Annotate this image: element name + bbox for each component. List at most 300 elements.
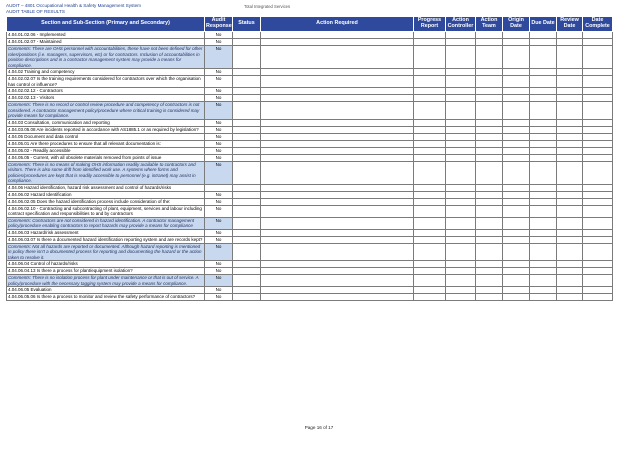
date-complete-cell xyxy=(583,229,613,236)
action-team-cell xyxy=(476,198,503,205)
comment-text: Comments: There is no record or control review procedure and competency of contractors is not considered. A contractor management policy/procedure where critical training is considered may provide means for compliance. xyxy=(7,102,205,120)
status-cell xyxy=(233,119,261,126)
review-date-cell xyxy=(557,191,583,198)
review-date-cell xyxy=(557,275,583,287)
due-date-cell xyxy=(530,268,557,275)
status-cell xyxy=(233,217,261,229)
progress-report-cell xyxy=(414,95,446,102)
action-team-cell xyxy=(476,294,503,301)
table-row xyxy=(7,229,613,236)
date-complete-cell xyxy=(583,243,613,261)
due-date-cell xyxy=(530,76,557,88)
date-complete-cell xyxy=(583,76,613,88)
comment-row xyxy=(7,46,613,69)
action-required-cell xyxy=(261,198,414,205)
review-date-cell xyxy=(557,119,583,126)
status-cell xyxy=(233,287,261,294)
progress-report-cell xyxy=(414,119,446,126)
section-text: 4.04.02.02.12 - Contractors xyxy=(7,88,205,95)
action-team-cell xyxy=(476,184,503,191)
action-team-cell xyxy=(476,95,503,102)
due-date-cell xyxy=(530,32,557,39)
date-complete-cell xyxy=(583,88,613,95)
origin-date-cell xyxy=(503,69,530,76)
section-text: 4.04.06.02 Hazard Identification xyxy=(7,191,205,198)
col-header-action-team: Action Team xyxy=(476,17,503,32)
progress-report-cell xyxy=(414,184,446,191)
date-complete-cell xyxy=(583,102,613,120)
table-row xyxy=(7,205,613,217)
date-complete-cell xyxy=(583,287,613,294)
status-cell xyxy=(233,294,261,301)
action-controller-cell xyxy=(446,184,476,191)
action-team-cell xyxy=(476,88,503,95)
audit-response-cell: No xyxy=(205,102,233,120)
document-header-subtitle: AUDIT TABLE OF RESULTS xyxy=(6,9,65,14)
action-team-cell xyxy=(476,275,503,287)
review-date-cell xyxy=(557,126,583,133)
comment-row xyxy=(7,275,613,287)
origin-date-cell xyxy=(503,88,530,95)
action-controller-cell xyxy=(446,119,476,126)
date-complete-cell xyxy=(583,133,613,140)
status-cell xyxy=(233,198,261,205)
action-controller-cell xyxy=(446,69,476,76)
action-controller-cell xyxy=(446,205,476,217)
origin-date-cell xyxy=(503,95,530,102)
due-date-cell xyxy=(530,205,557,217)
due-date-cell xyxy=(530,39,557,46)
audit-response-cell xyxy=(205,184,233,191)
status-cell xyxy=(233,140,261,147)
audit-response-cell: No xyxy=(205,236,233,243)
status-cell xyxy=(233,32,261,39)
comment-row xyxy=(7,217,613,229)
action-controller-cell xyxy=(446,217,476,229)
action-controller-cell xyxy=(446,88,476,95)
origin-date-cell xyxy=(503,268,530,275)
origin-date-cell xyxy=(503,133,530,140)
due-date-cell xyxy=(530,261,557,268)
status-cell xyxy=(233,76,261,88)
status-cell xyxy=(233,95,261,102)
status-cell xyxy=(233,161,261,184)
date-complete-cell xyxy=(583,184,613,191)
origin-date-cell xyxy=(503,161,530,184)
col-header-date-complete: Date Complete xyxy=(583,17,613,32)
status-cell xyxy=(233,205,261,217)
section-text: 4.04.02.02.13 - Visitors xyxy=(7,95,205,102)
status-cell xyxy=(233,261,261,268)
action-required-cell xyxy=(261,243,414,261)
date-complete-cell xyxy=(583,119,613,126)
action-controller-cell xyxy=(446,39,476,46)
action-team-cell xyxy=(476,133,503,140)
review-date-cell xyxy=(557,102,583,120)
due-date-cell xyxy=(530,229,557,236)
status-cell xyxy=(233,147,261,154)
col-header-status: Status xyxy=(233,17,261,32)
action-team-cell xyxy=(476,102,503,120)
due-date-cell xyxy=(530,294,557,301)
review-date-cell xyxy=(557,46,583,69)
action-controller-cell xyxy=(446,236,476,243)
due-date-cell xyxy=(530,191,557,198)
date-complete-cell xyxy=(583,95,613,102)
action-controller-cell xyxy=(446,261,476,268)
progress-report-cell xyxy=(414,154,446,161)
review-date-cell xyxy=(557,39,583,46)
action-controller-cell xyxy=(446,229,476,236)
action-controller-cell xyxy=(446,46,476,69)
action-team-cell xyxy=(476,287,503,294)
due-date-cell xyxy=(530,217,557,229)
table-row xyxy=(7,32,613,39)
due-date-cell xyxy=(530,95,557,102)
section-text: 4.04.06.04.13 Is there a process for plant/equipment isolation? xyxy=(7,268,205,275)
due-date-cell xyxy=(530,184,557,191)
action-team-cell xyxy=(476,161,503,184)
date-complete-cell xyxy=(583,205,613,217)
action-team-cell xyxy=(476,154,503,161)
audit-response-cell: No xyxy=(205,76,233,88)
due-date-cell xyxy=(530,154,557,161)
section-text: 4.04.03.05.08 Are incidents reported in accordance with AS1885.1 or as required by legislation? xyxy=(7,126,205,133)
origin-date-cell xyxy=(503,205,530,217)
action-required-cell xyxy=(261,191,414,198)
action-required-cell xyxy=(261,275,414,287)
review-date-cell xyxy=(557,140,583,147)
origin-date-cell xyxy=(503,126,530,133)
comment-text: Comments: There is no isolation process for plant under maintenance or that is out of service. A policy/procedure with the necessary tagging system may provide a means for compliance. xyxy=(7,275,205,287)
audit-results-table xyxy=(6,16,613,301)
status-cell xyxy=(233,102,261,120)
progress-report-cell xyxy=(414,287,446,294)
due-date-cell xyxy=(530,140,557,147)
status-cell xyxy=(233,154,261,161)
section-text: 4.04.06.03 Hazard/risk assessment xyxy=(7,229,205,236)
origin-date-cell xyxy=(503,119,530,126)
col-header-review-date: Review Date xyxy=(557,17,583,32)
action-required-cell xyxy=(261,205,414,217)
review-date-cell xyxy=(557,76,583,88)
origin-date-cell xyxy=(503,294,530,301)
action-required-cell xyxy=(261,217,414,229)
progress-report-cell xyxy=(414,126,446,133)
section-text: 4.04.05.02 - Readily accessible xyxy=(7,147,205,154)
date-complete-cell xyxy=(583,217,613,229)
due-date-cell xyxy=(530,88,557,95)
origin-date-cell xyxy=(503,76,530,88)
status-cell xyxy=(233,46,261,69)
table-row xyxy=(7,154,613,161)
date-complete-cell xyxy=(583,46,613,69)
audit-response-cell: No xyxy=(205,140,233,147)
action-controller-cell xyxy=(446,294,476,301)
action-team-cell xyxy=(476,268,503,275)
progress-report-cell xyxy=(414,198,446,205)
progress-report-cell xyxy=(414,268,446,275)
table-row xyxy=(7,236,613,243)
action-controller-cell xyxy=(446,126,476,133)
review-date-cell xyxy=(557,268,583,275)
progress-report-cell xyxy=(414,69,446,76)
date-complete-cell xyxy=(583,191,613,198)
table-row xyxy=(7,191,613,198)
action-required-cell xyxy=(261,229,414,236)
audit-response-cell: No xyxy=(205,147,233,154)
review-date-cell xyxy=(557,69,583,76)
progress-report-cell xyxy=(414,161,446,184)
comment-row xyxy=(7,161,613,184)
section-text: 4.04.02 Training and competency xyxy=(7,69,205,76)
action-team-cell xyxy=(476,191,503,198)
review-date-cell xyxy=(557,243,583,261)
progress-report-cell xyxy=(414,243,446,261)
review-date-cell xyxy=(557,205,583,217)
origin-date-cell xyxy=(503,147,530,154)
date-complete-cell xyxy=(583,198,613,205)
audit-response-cell: No xyxy=(205,46,233,69)
table-row xyxy=(7,294,613,301)
review-date-cell xyxy=(557,184,583,191)
action-controller-cell xyxy=(446,147,476,154)
origin-date-cell xyxy=(503,32,530,39)
progress-report-cell xyxy=(414,39,446,46)
status-cell xyxy=(233,243,261,261)
progress-report-cell xyxy=(414,76,446,88)
table-row xyxy=(7,133,613,140)
section-text: 4.04.05.05 - Current, with all obsolete materials removed from points of issue xyxy=(7,154,205,161)
audit-response-cell: No xyxy=(205,191,233,198)
section-text: 4.04.06.02.05 Does the hazard identification process include consideration of the: xyxy=(7,198,205,205)
audit-response-cell: No xyxy=(205,39,233,46)
action-required-cell xyxy=(261,88,414,95)
review-date-cell xyxy=(557,161,583,184)
origin-date-cell xyxy=(503,46,530,69)
due-date-cell xyxy=(530,133,557,140)
table-body xyxy=(7,32,613,301)
origin-date-cell xyxy=(503,198,530,205)
action-required-cell xyxy=(261,184,414,191)
date-complete-cell xyxy=(583,126,613,133)
table-row xyxy=(7,268,613,275)
due-date-cell xyxy=(530,102,557,120)
table-row xyxy=(7,140,613,147)
status-cell xyxy=(233,268,261,275)
action-required-cell xyxy=(261,95,414,102)
action-controller-cell xyxy=(446,275,476,287)
action-required-cell xyxy=(261,126,414,133)
col-header-progress-report: Progress Report xyxy=(414,17,446,32)
action-required-cell xyxy=(261,102,414,120)
due-date-cell xyxy=(530,69,557,76)
review-date-cell xyxy=(557,32,583,39)
action-required-cell xyxy=(261,147,414,154)
review-date-cell xyxy=(557,261,583,268)
action-team-cell xyxy=(476,76,503,88)
progress-report-cell xyxy=(414,236,446,243)
col-header-due-date: Due Date xyxy=(530,17,557,32)
status-cell xyxy=(233,275,261,287)
audit-response-cell: No xyxy=(205,133,233,140)
due-date-cell xyxy=(530,119,557,126)
action-controller-cell xyxy=(446,191,476,198)
action-controller-cell xyxy=(446,161,476,184)
progress-report-cell xyxy=(414,229,446,236)
audit-response-cell: No xyxy=(205,243,233,261)
audit-response-cell: No xyxy=(205,32,233,39)
audit-response-cell: No xyxy=(205,261,233,268)
action-required-cell xyxy=(261,294,414,301)
review-date-cell xyxy=(557,133,583,140)
due-date-cell xyxy=(530,287,557,294)
section-text: 4.04.06.05 Evaluation xyxy=(7,287,205,294)
review-date-cell xyxy=(557,88,583,95)
table-row xyxy=(7,147,613,154)
status-cell xyxy=(233,229,261,236)
status-cell xyxy=(233,39,261,46)
audit-response-cell: No xyxy=(205,287,233,294)
action-required-cell xyxy=(261,76,414,88)
section-text: 4.04.02.02.07 Is the training requirements considered for contractors over which the organisation has control or influence? xyxy=(7,76,205,88)
action-required-cell xyxy=(261,69,414,76)
progress-report-cell xyxy=(414,102,446,120)
action-controller-cell xyxy=(446,76,476,88)
audit-response-cell: No xyxy=(205,275,233,287)
table-row xyxy=(7,39,613,46)
action-required-cell xyxy=(261,236,414,243)
action-team-cell xyxy=(476,243,503,261)
action-controller-cell xyxy=(446,133,476,140)
comment-text: Comments: Contractors are not considered in hazard identification. A contractor management policy/procedure enabling contractors to report hazards may provide a means for compliance xyxy=(7,217,205,229)
date-complete-cell xyxy=(583,236,613,243)
audit-response-cell: No xyxy=(205,88,233,95)
section-text: 4.04.06 Hazard identification, hazard risk assessment and control of hazards/risks xyxy=(7,184,205,191)
action-controller-cell xyxy=(446,154,476,161)
origin-date-cell xyxy=(503,140,530,147)
date-complete-cell xyxy=(583,275,613,287)
action-controller-cell xyxy=(446,198,476,205)
progress-report-cell xyxy=(414,205,446,217)
section-text: 4.04.03 Consultation, communication and reporting xyxy=(7,119,205,126)
table-row xyxy=(7,198,613,205)
page-number: Page 16 of 17 xyxy=(304,425,334,430)
comment-text: Comments: There is no means of making OHS information readily available to contractors and visitors. There is also some drift from identified work use. A systems where forms and policies/procedures are kept that is readily accessible to personnel (e.g. intranet) may assist in compliance. xyxy=(7,161,205,184)
due-date-cell xyxy=(530,275,557,287)
section-text: 4.04.06.02.10 - Contracting and subcontracting of plant, equipment, services and labour including contract specification and responsibilities to and by contractors xyxy=(7,205,205,217)
comment-text: Comments: Not all hazards are reported or documented. Although hazard reporting is mentioned in policy there isn't a documented process for reporting and documenting the hazard or the action taken to resolve it. xyxy=(7,243,205,261)
action-controller-cell xyxy=(446,243,476,261)
section-text: 4.04.06.04 Control of hazards/risks xyxy=(7,261,205,268)
audit-response-cell: No xyxy=(205,294,233,301)
progress-report-cell xyxy=(414,46,446,69)
action-required-cell xyxy=(261,46,414,69)
action-team-cell xyxy=(476,229,503,236)
document-header-title: AUDIT – 4801 Occupational Health & Safety Management System xyxy=(6,3,141,8)
action-required-cell xyxy=(261,261,414,268)
date-complete-cell xyxy=(583,39,613,46)
action-team-cell xyxy=(476,69,503,76)
status-cell xyxy=(233,69,261,76)
origin-date-cell xyxy=(503,39,530,46)
action-required-cell xyxy=(261,119,414,126)
due-date-cell xyxy=(530,46,557,69)
section-text: 4.04.05 Document and data control xyxy=(7,133,205,140)
due-date-cell xyxy=(530,147,557,154)
date-complete-cell xyxy=(583,140,613,147)
table-row xyxy=(7,88,613,95)
action-team-cell xyxy=(476,119,503,126)
action-controller-cell xyxy=(446,95,476,102)
action-required-cell xyxy=(261,32,414,39)
progress-report-cell xyxy=(414,147,446,154)
audit-response-cell: No xyxy=(205,126,233,133)
action-required-cell xyxy=(261,39,414,46)
progress-report-cell xyxy=(414,32,446,39)
due-date-cell xyxy=(530,126,557,133)
action-required-cell xyxy=(261,287,414,294)
action-team-cell xyxy=(476,147,503,154)
review-date-cell xyxy=(557,95,583,102)
col-header-action-controller: Action Controller xyxy=(446,17,476,32)
col-header-action-required: Action Required xyxy=(261,17,414,32)
review-date-cell xyxy=(557,217,583,229)
status-cell xyxy=(233,236,261,243)
table-row xyxy=(7,261,613,268)
review-date-cell xyxy=(557,198,583,205)
table-row xyxy=(7,126,613,133)
date-complete-cell xyxy=(583,147,613,154)
table-header-row xyxy=(7,17,613,32)
origin-date-cell xyxy=(503,229,530,236)
action-team-cell xyxy=(476,140,503,147)
action-controller-cell xyxy=(446,32,476,39)
action-required-cell xyxy=(261,154,414,161)
action-controller-cell xyxy=(446,140,476,147)
document-header-company: Total Integrated Services xyxy=(244,4,291,9)
due-date-cell xyxy=(530,236,557,243)
date-complete-cell xyxy=(583,261,613,268)
review-date-cell xyxy=(557,287,583,294)
progress-report-cell xyxy=(414,191,446,198)
review-date-cell xyxy=(557,236,583,243)
table-row xyxy=(7,76,613,88)
action-controller-cell xyxy=(446,268,476,275)
date-complete-cell xyxy=(583,69,613,76)
col-header-section: Section and Sub-Section (Primary and Secondary) xyxy=(7,17,205,32)
review-date-cell xyxy=(557,154,583,161)
action-required-cell xyxy=(261,268,414,275)
audit-response-cell: No xyxy=(205,198,233,205)
review-date-cell xyxy=(557,294,583,301)
audit-response-cell: No xyxy=(205,119,233,126)
action-team-cell xyxy=(476,32,503,39)
section-text: 4.04.06.03.07 Is there a documented hazard identification reporting system and are records kept? xyxy=(7,236,205,243)
progress-report-cell xyxy=(414,133,446,140)
audit-response-cell: No xyxy=(205,154,233,161)
origin-date-cell xyxy=(503,154,530,161)
origin-date-cell xyxy=(503,102,530,120)
status-cell xyxy=(233,88,261,95)
section-text: 4.04.05.01 Are there procedures to ensure that all relevant documentation is: xyxy=(7,140,205,147)
origin-date-cell xyxy=(503,191,530,198)
table-row xyxy=(7,69,613,76)
origin-date-cell xyxy=(503,184,530,191)
progress-report-cell xyxy=(414,217,446,229)
audit-response-cell: No xyxy=(205,205,233,217)
due-date-cell xyxy=(530,198,557,205)
